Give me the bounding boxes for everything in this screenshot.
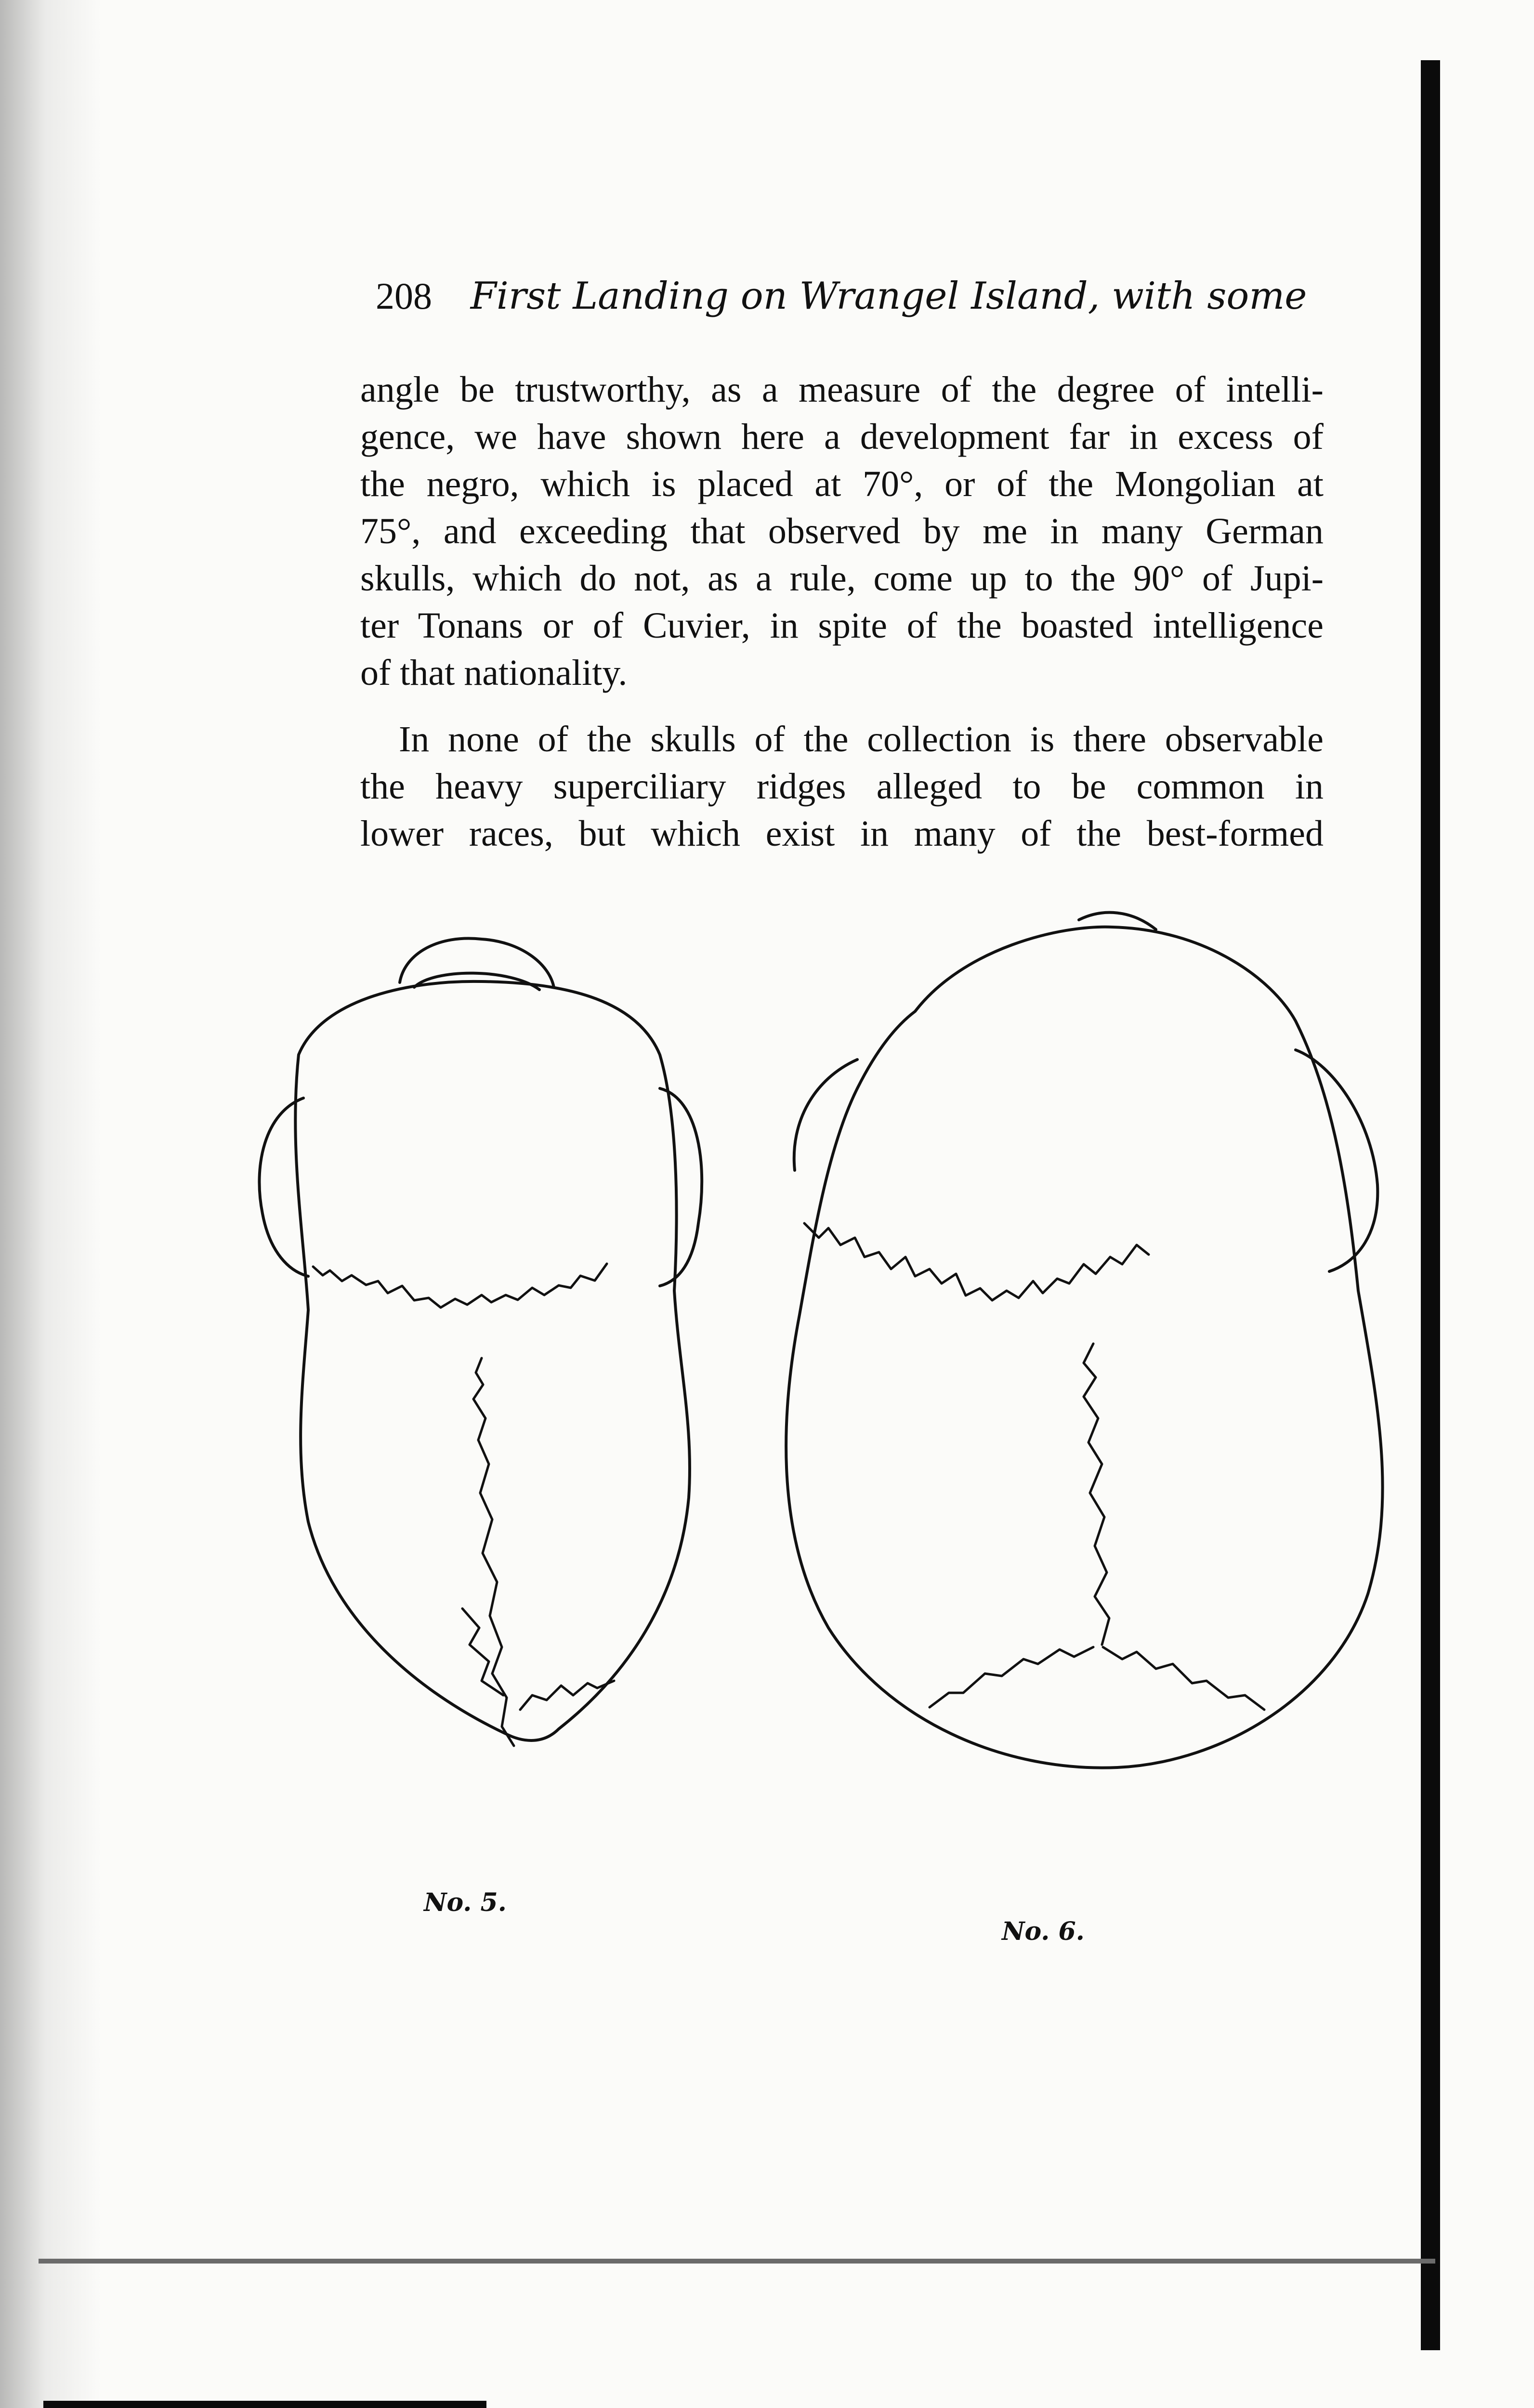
- running-header: [376, 275, 1329, 342]
- text-line: of that nationality.: [360, 653, 628, 693]
- skull-6-left-ear: [794, 1060, 857, 1170]
- text-line: the heavy superciliary ridges alleged to be common in: [360, 766, 1324, 807]
- text-line: 75°, and exceeding that observed by me in many German: [360, 511, 1324, 551]
- skull-6-sagittal-suture: [1084, 1344, 1109, 1645]
- text-line: ter Tonans or of Cuvier, in spite of the boasted intelligence: [360, 605, 1324, 646]
- skull-6-right-ear: [1296, 1050, 1377, 1271]
- skull-6-lambdoid-suture-left: [930, 1647, 1093, 1707]
- skull-6-lambdoid-suture-right: [1103, 1647, 1264, 1710]
- skull-illustrations: [212, 896, 1426, 1936]
- page-number: 208: [376, 275, 432, 317]
- scan-shadow-left: [0, 0, 101, 2408]
- skull-5-left-ear: [259, 1098, 308, 1276]
- skull-6-outline: [786, 927, 1382, 1768]
- body-text: [360, 366, 1324, 857]
- text-line: the negro, which is placed at 70°, or of the Mongolian at: [360, 464, 1324, 504]
- skull-no-5: [259, 938, 702, 1746]
- skull-5-outline: [295, 982, 690, 1741]
- text-line: angle be trustworthy, as a measure of the degree of intelli-: [360, 369, 1324, 410]
- skull-5-lambdoid-suture: [520, 1681, 614, 1710]
- bottom-bar: [43, 2401, 486, 2408]
- paragraph-gap: [360, 696, 1324, 716]
- text-line: skulls, which do not, as a rule, come up to the 90° of Jupi-: [360, 558, 1324, 599]
- skull-no-6: [786, 913, 1382, 1768]
- figure-caption-no-5: No. 5.: [424, 1888, 507, 1917]
- figure-caption-no-6: No. 6.: [1002, 1917, 1085, 1946]
- skull-5-right-ear: [660, 1088, 702, 1286]
- skull-5-coronal-suture: [313, 1264, 607, 1308]
- text-line: lower races, but which exist in many of the best-formed: [360, 813, 1324, 854]
- text-line: gence, we have shown here a development far in excess of: [360, 417, 1324, 457]
- skull-6-coronal-suture: [804, 1223, 1149, 1300]
- bottom-rule: [39, 2259, 1435, 2264]
- running-title: First Landing on Wrangel Island, with some: [470, 275, 1307, 318]
- text-line: In none of the skulls of the collection is there observable: [399, 719, 1324, 759]
